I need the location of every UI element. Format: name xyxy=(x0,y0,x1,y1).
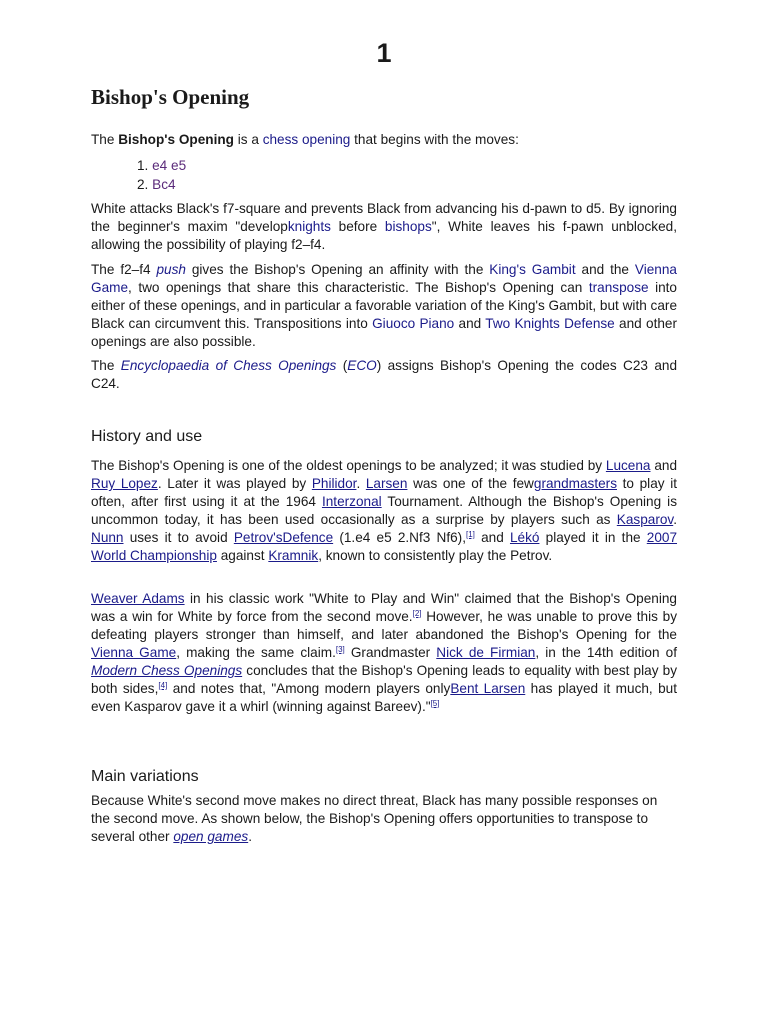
link-leko[interactable]: Lékó xyxy=(509,530,540,545)
moves-list-block xyxy=(91,156,677,194)
link-vienna-game[interactable]: Vienna Game xyxy=(91,262,677,295)
move-item: 2. Bc4 xyxy=(137,177,176,192)
link-push[interactable]: push xyxy=(156,262,186,277)
intro-paragraph: The Bishop's Opening is a chess opening that begins with the moves: xyxy=(91,132,519,147)
reference-3[interactable]: [3] xyxy=(335,645,345,654)
link-move-e4-e5[interactable]: e4 e5 xyxy=(152,158,187,173)
paragraph-6: Because White's second move makes no direct threat, Black has many possible responses on the second move. As shown below, the Bishop's Opening offers opportunities to transpose to several other open games. xyxy=(91,793,658,844)
link-bent-larsen[interactable]: Bent Larsen xyxy=(450,681,526,696)
link-modern-chess-openings[interactable]: Modern Chess Openings xyxy=(91,663,243,678)
link-lucena[interactable]: Lucena xyxy=(605,458,651,473)
link-petrovs-defence[interactable]: Petrov'sDefence xyxy=(233,530,334,545)
paragraph-1: White attacks Black's f7-square and prevents Black from advancing his d-pawn to d5. By ignoring the beginner's maxim "developknights before bishops", White leaves his f-pawn unblocked, allowing the possibility of playing f2–f4. xyxy=(91,201,677,252)
paragraph-2: The f2–f4 push gives the Bishop's Opening an affinity with the King's Gambit and the Vienna Game, two openings that share this characteristic. The Bishop's Opening can transpose into either of these openings, and in particular a favorable variation of the King's Gambit, but with care Black can circumvent this. Transpositions into Giuoco Piano and Two Knights Defense and other openings are also possible. xyxy=(91,262,677,349)
link-eco[interactable]: ECO xyxy=(347,358,377,373)
link-kings-gambit[interactable]: King's Gambit xyxy=(489,262,576,277)
reference-5[interactable]: [5] xyxy=(430,699,440,708)
reference-4[interactable]: [4] xyxy=(158,681,168,690)
link-larsen[interactable]: Larsen xyxy=(365,476,408,491)
section-heading-history: History and use xyxy=(91,428,203,445)
reference-2[interactable]: [2] xyxy=(412,609,422,618)
link-bishops[interactable]: bishops xyxy=(384,219,432,234)
link-grandmasters[interactable]: grandmasters xyxy=(533,476,617,491)
link-kasparov[interactable]: Kasparov xyxy=(616,512,674,527)
link-chess-opening[interactable]: chess opening xyxy=(262,132,351,147)
link-philidor[interactable]: Philidor xyxy=(311,476,357,491)
link-kramnik[interactable]: Kramnik xyxy=(268,548,319,563)
link-nick-de-firmian[interactable]: Nick de Firmian xyxy=(436,645,536,660)
paragraph-5: Weaver Adams in his classic work "White to Play and Win" claimed that the Bishop's Opening was a win for White by force from the second move.[2] However, he was unable to prove this by defeating players stronger than himself, and later abandoned the Bishop's Opening for the Vienna Game, making the same claim.[3] Grandmaster Nick de Firmian, in the 14th edition of Modern Chess Openings concludes that the Bishop's Opening leads to equality with best play by both sides,[4] and notes that, "Among modern players onlyBent Larsen has played it much, but even Kasparov gave it a whirl (winning against Bareev)."[5] xyxy=(91,591,678,714)
move-item: 1. e4 e5 xyxy=(137,158,187,173)
link-ruy-lopez[interactable]: Ruy Lopez xyxy=(91,476,158,491)
bold-term: Bishop's Opening xyxy=(118,132,234,147)
intro-block xyxy=(91,131,677,149)
link-two-knights-defense[interactable]: Two Knights Defense xyxy=(485,316,615,331)
moves-list xyxy=(91,156,677,194)
page-number: 1 xyxy=(376,38,392,68)
link-nunn[interactable]: Nunn xyxy=(91,530,124,545)
article-title: Bishop's Opening xyxy=(91,85,250,109)
link-knights[interactable]: knights xyxy=(287,219,331,234)
link-transpose[interactable]: transpose xyxy=(588,280,649,295)
section-heading-main-variations: Main variations xyxy=(91,768,199,785)
link-2007-world-championship[interactable]: 2007 World Championship xyxy=(91,530,678,563)
link-giuoco-piano[interactable]: Giuoco Piano xyxy=(372,316,455,331)
link-vienna-game-2[interactable]: Vienna Game xyxy=(91,645,177,660)
link-move-bc4[interactable]: Bc4 xyxy=(152,177,176,192)
link-weaver-adams[interactable]: Weaver Adams xyxy=(91,591,185,606)
paragraph-4: The Bishop's Opening is one of the oldest openings to be analyzed; it was studied by Lucena and Ruy Lopez. Later it was played by Philidor. Larsen was one of the fewgrandmasters to play it often, after first using it at the 1964 Interzonal Tournament. Although the Bishop's Opening is uncommon today, it has been used occasionally as a surprise by players such as Kasparov. Nunn uses it to avoid Petrov'sDefence (1.e4 e5 2.Nf3 Nf6),[1] and Lékó played it in the 2007 World Championship against Kramnik, known to consistently play the Petrov. xyxy=(91,458,678,563)
link-eco-book[interactable]: Encyclopaedia of Chess Openings xyxy=(120,358,337,373)
link-interzonal[interactable]: Interzonal xyxy=(321,494,382,509)
reference-1[interactable]: [1] xyxy=(465,530,475,539)
link-open-games[interactable]: open games xyxy=(173,829,249,844)
paragraph-3: The Encyclopaedia of Chess Openings (ECO) assigns Bishop's Opening the codes C23 and C24. xyxy=(91,358,677,391)
